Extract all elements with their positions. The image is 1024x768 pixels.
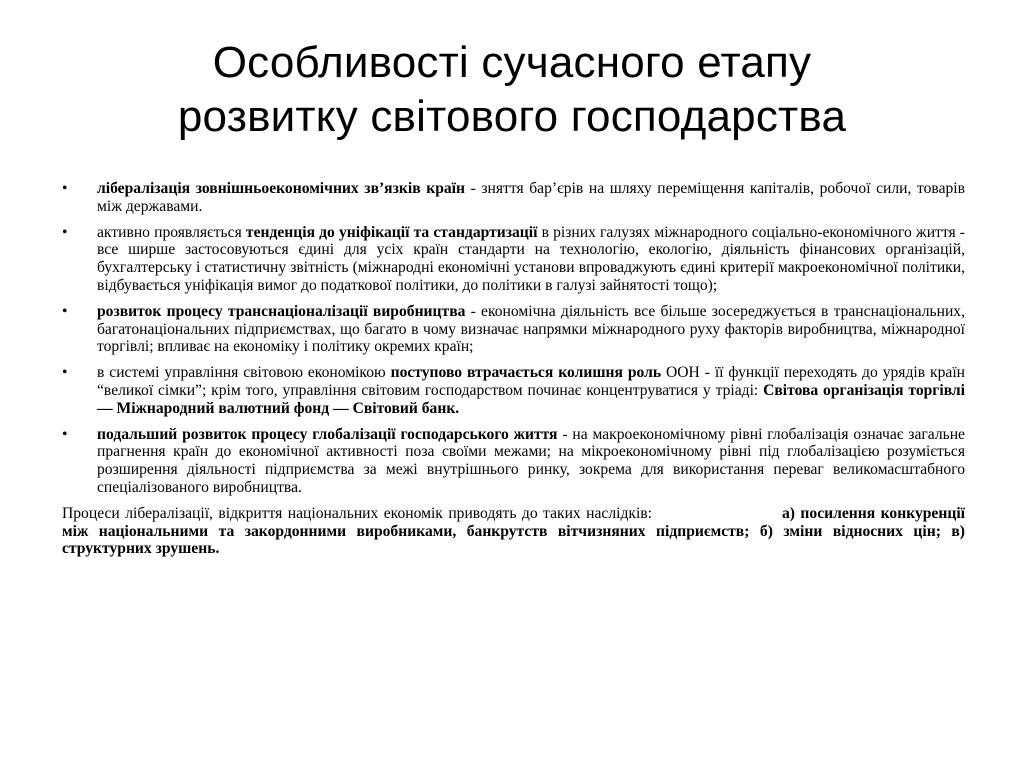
bullet-term: подальший розвиток процесу глобалізації господарського життя [97,425,558,443]
bullet-icon: • [62,180,68,197]
bullet-text: - зняття бар’єрів на шляху переміщення капіталів, робочої сили, товарів між державами. [97,180,965,215]
conclusion-paragraph [62,505,965,558]
bullet-text: активно проявляється [97,223,246,241]
bullet-icon: • [62,425,68,443]
bullet-term: поступово втрачається колишня роль [390,364,662,382]
conclusion-lead: Процеси лібералізації, відкриття національних економік приводять до таких наслідків: [62,504,652,522]
slide-title-line-1: Особливості сучасного етапу [212,38,812,87]
bullet-item-un-role [62,364,965,417]
bullet-text: - на макроекономічному рівні глобалізація означає загальне прагнення країн до економічної активності поза своїми межами; на мікроекономічному рівні під глобалізацією розуміється розширення діяльності підприємства за межі внутрішнього ринку, зокрема для використання переваг великомасштабного спеціалізованого виробництва. [97,425,965,496]
bullet-list [62,180,965,497]
bullet-text: в різних галузях міжнародного соціально-економічного життя - все ширше застосовуються єдині для усіх країн стандарти на технологію, екологію, діяльність фінансових організацій, бухгалтерську і статистичну звітність (міжнародні економічні установи впроваджують єдині критерії макроекономічної політики, відбувається уніфікація вимог до податкової політики, до політики в галузі зайнятості тощо); [97,223,965,294]
bullet-text: - економічна діяльність все більше зосереджується в транснаціональних, багатонаціональних підприємствах, що багато в чому визначає напрямки міжнародного руху факторів виробництва, міжнародної торгівлі; впливає на економіку і політику окремих країн; [97,302,965,356]
bullet-text: в системі управління світовою економікою [97,364,391,382]
bullet-item-globalization [62,426,965,497]
bullet-term: Світова організація торгівлі — Міжнародний валютний фонд — Світовий банк. [97,381,966,417]
slide-title [0,36,1024,144]
bullet-term: лібералізація зовнішньоекономічних зв’язків країн [97,180,465,197]
bullet-icon: • [62,364,68,382]
bullet-term: розвиток процесу транснаціоналізації виробництва [97,302,466,320]
bullet-icon: • [62,223,68,241]
bullet-item-transnationalization [62,303,965,356]
bullet-item-unification [62,224,965,295]
bullet-icon: • [62,302,68,320]
bullet-text: ООН - її функції переходять до урядів країн “великої сімки”; крім того, управління світовим господарством починає концентруватися у тріаді: [97,364,965,399]
conclusion-consequences: а) посилення конкуренції між національними та закордонними виробниками, банкрутств вітчизняних підприємств; б) зміни відносних цін; в) структурних зрушень. [62,504,965,558]
bullet-term: тенденція до уніфікації та стандартизації [245,223,538,241]
slide-body [62,180,965,558]
bullet-item-liberalization [62,180,965,216]
slide-title-line-2: розвитку світового господарства [177,92,847,141]
